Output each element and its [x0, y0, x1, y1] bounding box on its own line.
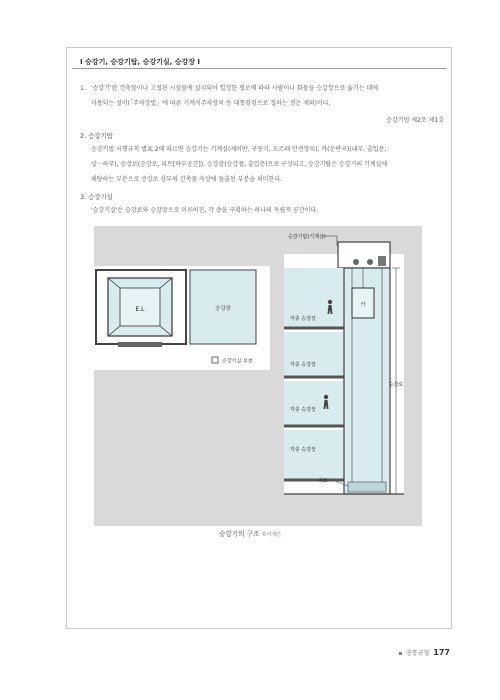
section-title: Ⅰ 승강기, 승강기탑, 승강기실, 승강장 Ⅰ — [80, 58, 201, 66]
figure-caption — [0, 528, 500, 538]
plan-door — [118, 342, 162, 347]
section-pit-label: 피트 — [318, 478, 328, 484]
item-1-citation: 승강기법 제2조 제1호 — [386, 117, 444, 124]
section-floor-label-1: 각층 승강장 — [290, 316, 316, 322]
section-floor-label-2: 각층 승강장 — [290, 362, 316, 368]
section-floor-label-3: 각층 승강장 — [290, 407, 316, 413]
item-3-line-1: '승강기실'은 승강로와 승강장으로 이루어진, 각 층을 구획하는 하나의 독립적 공간이다. — [91, 207, 319, 214]
footer-section: 공통규정 — [406, 650, 430, 657]
page-footer — [399, 648, 450, 657]
item-2-line-1: 승강기법 시행규칙 별표 2에 따르면 승강기는 기계실(제어반, 구동기, 도르래 안전장치), 카(운반구)(내부, 출입문, — [91, 146, 387, 153]
elevator-diagram-svg — [94, 226, 422, 526]
item-3-number: 3. — [80, 193, 87, 201]
section-machine-room-label: 승강기탑(기계실) — [288, 234, 326, 240]
caption-text: 승강기의 구조 — [219, 530, 260, 538]
item-2-title: 승강기탑 — [88, 132, 113, 140]
item-3-heading — [80, 192, 113, 201]
item-2-line-2: 상ㆍ하부), 승강로(승강로, 피트[하부공간]), 승강장(승강장, 출입문)으로 구성되고, 승강기탑은 승강기의 기계실에 — [91, 161, 388, 168]
item-2-line-3: 해당하는 부분으로 승강로 상부의 건축물 옥상에 돌출된 부분을 의미한다. — [91, 176, 283, 183]
title-rule — [72, 68, 446, 69]
item-2-number: 2. — [80, 132, 87, 140]
item-2-heading — [80, 131, 113, 140]
plan-car-label: E.L — [135, 306, 145, 313]
section-floor-label-4: 각층 승강장 — [290, 447, 316, 453]
legend-swatch — [212, 357, 218, 363]
legend-label: 승강기실 부분 — [222, 358, 253, 365]
footer-bullet-icon — [399, 652, 402, 655]
section-car-label: 카 — [360, 302, 366, 308]
section-pit — [348, 482, 386, 492]
item-1-number: 1. — [80, 85, 86, 92]
item-1-line-2: 사용되는 설비(「주차장법」에 따른 기계식주차장치 등 대통령령으로 정하는 것은 제외)이다. — [91, 100, 331, 107]
item-1-line-1: '승강기'란 건축물이나 고정된 시설물에 설치되어 일정한 경로에 따라 사람이나 화물을 승강장으로 옮기는 데에 — [91, 85, 379, 92]
elevator-diagram — [94, 226, 422, 526]
item-3-title: 승강기실 — [88, 193, 113, 201]
page-number: 177 — [433, 648, 450, 657]
plan-hall-label: 승강장 — [215, 306, 231, 312]
section-shaft-label: 승강로 — [388, 382, 404, 388]
caption-credit: ©이재인 — [261, 532, 281, 538]
